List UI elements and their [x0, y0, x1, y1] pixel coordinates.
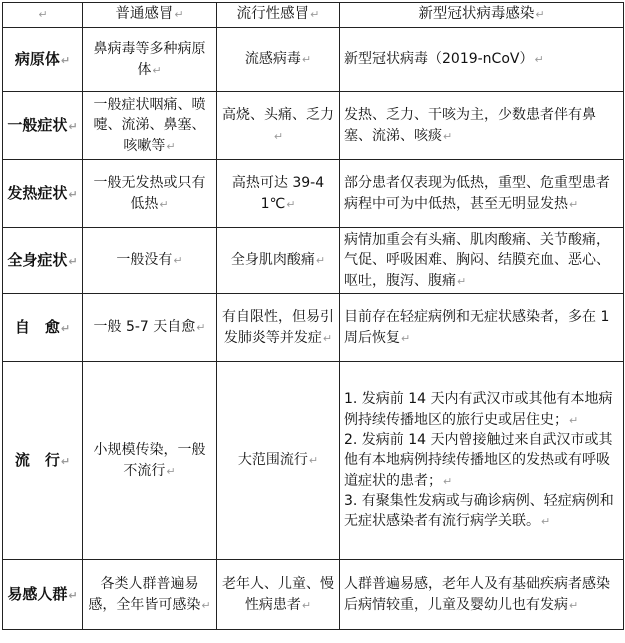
cell-general-symptoms-covid: 发热、乏力、干咳为主，少数患者伴有鼻塞、流涕、咳痰↵ — [340, 92, 624, 160]
cell-fever-covid: 部分患者仅表现为低热，重型、危重型患者病程中可为中低热，甚至无明显发热↵ — [340, 160, 624, 228]
row-label-self-healing: 自 愈↵ — [3, 294, 83, 362]
row-label-fever: 发热症状↵ — [3, 160, 83, 228]
header-covid: 新型冠状病毒感染↵ — [340, 3, 624, 28]
cell-susceptible-common: 各类人群普遍易感，全年皆可感染↵ — [83, 560, 217, 630]
row-general-symptoms — [3, 92, 624, 160]
cell-general-symptoms-flu: 高烧、头痛、乏力↵ — [217, 92, 340, 160]
row-label-general-symptoms: 一般症状↵ — [3, 92, 83, 160]
row-label-systemic-symptoms: 全身症状↵ — [3, 228, 83, 294]
cell-epidemic-covid — [340, 362, 624, 560]
cell-systemic-flu: 全身肌肉酸痛↵ — [217, 228, 340, 294]
header-corner: ↵ — [3, 3, 83, 28]
cell-systemic-common: 一般没有↵ — [83, 228, 217, 294]
cell-epidemic-flu: 大范围流行↵ — [217, 362, 340, 560]
epidemic-criterion-3: 3. 有聚集性发病或与确诊病例、轻症病例和无症状感染者有流行病学关联。↵ — [344, 492, 614, 530]
header-common-cold: 普通感冒↵ — [83, 3, 217, 28]
cell-fever-flu: 高热可达 39-41℃↵ — [217, 160, 340, 228]
cell-general-symptoms-common: 一般症状咽痛、喷嚏、流涕、鼻塞、咳嗽等↵ — [83, 92, 217, 160]
cell-systemic-covid: 病情加重会有头痛、肌肉酸痛、关节酸痛，气促、呼吸困难、胸闷、结膜充血、恶心、呕吐，腹泻、腹痛↵ — [340, 228, 624, 294]
cell-self-healing-flu: 有自限性，但易引发肺炎等并发症↵ — [217, 294, 340, 362]
row-epidemic — [3, 362, 624, 560]
cell-susceptible-covid: 人群普遍易感，老年人及有基础疾病者感染后病情较重，儿童及婴幼儿也有发病↵ — [340, 560, 624, 630]
row-susceptible — [3, 560, 624, 630]
cell-pathogen-covid: 新型冠状病毒（2019-nCoV）↵ — [340, 28, 624, 92]
cell-susceptible-flu: 老年人、儿童、慢性病患者↵ — [217, 560, 340, 630]
cell-self-healing-common: 一般 5-7 天自愈↵ — [83, 294, 217, 362]
header-flu: 流行性感冒↵ — [217, 3, 340, 28]
epidemic-criterion-2: 2. 发病前 14 天内曾接触过来自武汉市或其他有本地病例持续传播地区的发热或有呼吸道症状的患者；↵ — [344, 432, 613, 489]
header-row — [3, 3, 624, 28]
row-label-epidemic: 流 行↵ — [3, 362, 83, 560]
row-label-susceptible: 易感人群↵ — [3, 560, 83, 630]
comparison-table — [2, 2, 624, 630]
row-label-pathogen: 病原体↵ — [3, 28, 83, 92]
epidemic-criterion-1: 1. 发病前 14 天内有武汉市或其他有本地病例持续传播地区的旅行史或居住史；↵ — [344, 391, 613, 428]
cell-self-healing-covid: 目前存在轻症病例和无症状感染者，多在 1 周后恢复↵ — [340, 294, 624, 362]
row-systemic-symptoms — [3, 228, 624, 294]
row-self-healing — [3, 294, 624, 362]
cell-pathogen-common: 鼻病毒等多种病原体↵ — [83, 28, 217, 92]
cell-pathogen-flu: 流感病毒↵ — [217, 28, 340, 92]
cell-fever-common: 一般无发热或只有低热↵ — [83, 160, 217, 228]
row-fever — [3, 160, 624, 228]
cell-epidemic-common: 小规模传染，一般不流行↵ — [83, 362, 217, 560]
row-pathogen — [3, 28, 624, 92]
